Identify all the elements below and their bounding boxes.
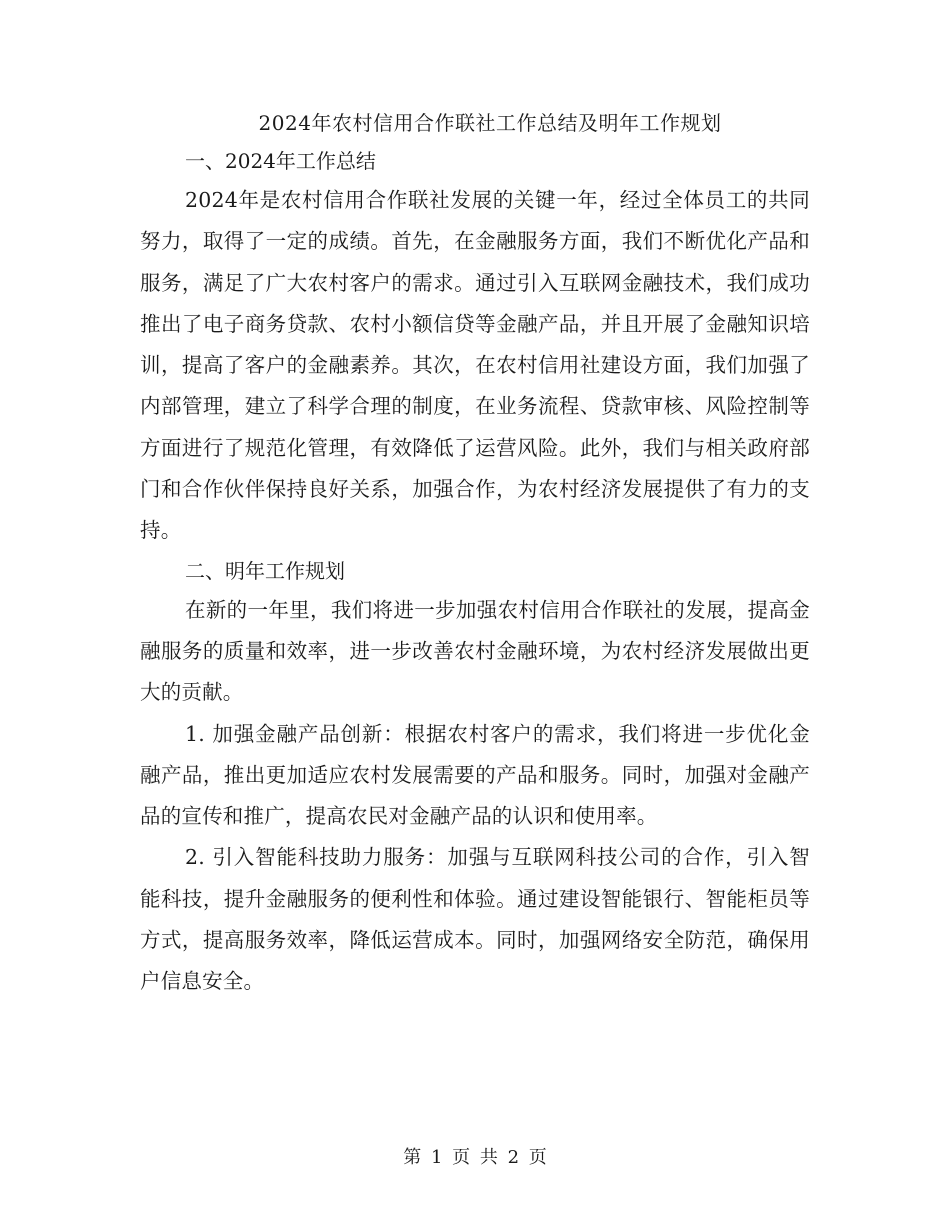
- section-heading-plan: 二、明年工作规划: [185, 558, 345, 583]
- plan-item-1-paragraph: 1. 加强金融产品创新：根据农村客户的需求，我们将进一步优化金融产品，推出更加适应农村发展需要的产品和服务。同时，加强对金融产品的宣传和推广，提高农民对金融产品的认识和使用率。: [140, 721, 810, 829]
- plan-intro-paragraph: 在新的一年里，我们将进一步加强农村信用合作联社的发展，提高金融服务的质量和效率，进一步改善农村金融环境，为农村经济发展做出更大的贡献。: [140, 597, 810, 705]
- document-body: [140, 104, 810, 1003]
- plan-item-2-paragraph: 2. 引入智能科技助力服务：加强与互联网科技公司的合作，引入智能科技，提升金融服务的便利性和体验。通过建设智能银行、智能柜员等方式，提高服务效率，降低运营成本。同时，加强网络安全防范，确保用户信息安全。: [140, 845, 810, 994]
- page-number-footer: 第 1 页 共 2 页: [403, 1147, 547, 1168]
- summary-paragraph: 2024年是农村信用合作联社发展的关键一年，经过全体员工的共同努力，取得了一定的成绩。首先，在金融服务方面，我们不断优化产品和服务，满足了广大农村客户的需求。通过引入互联网金融技术，我们成功推出了电子商务贷款、农村小额信贷等金融产品，并且开展了金融知识培训，提高了客户的金融素养。其次，在农村信用社建设方面，我们加强了内部管理，建立了科学合理的制度，在业务流程、贷款审核、风险控制等方面进行了规范化管理，有效降低了运营风险。此外，我们与相关政府部门和合作伙伴保持良好关系，加强合作，为农村经济发展提供了有力的支持。: [140, 188, 810, 543]
- document-title: 2024年农村信用合作联社工作总结及明年工作规划: [258, 111, 722, 135]
- section-heading-summary: 一、2024年工作总结: [185, 149, 376, 173]
